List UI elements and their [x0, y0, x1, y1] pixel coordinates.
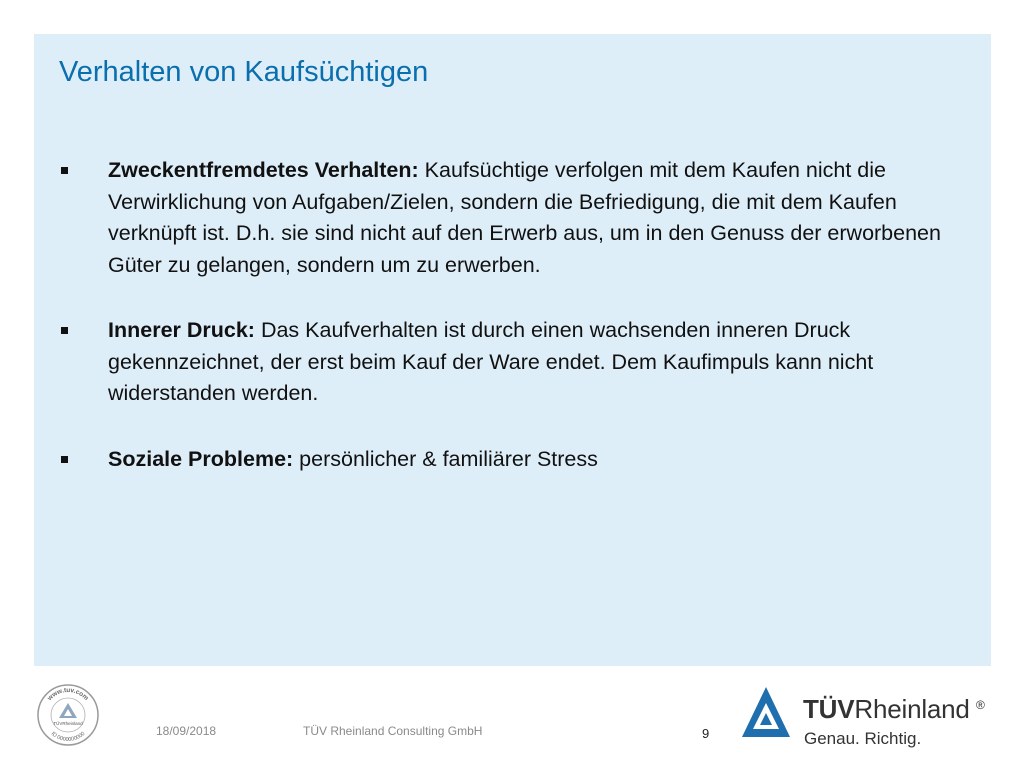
square-bullet-icon	[61, 167, 68, 174]
bullet-list	[55, 155, 975, 475]
page-number: 9	[702, 726, 710, 741]
seal-brand-text: TÜVRheinland	[53, 721, 83, 726]
bullet-text: Kaufsüchtige verfolgen mit dem Kaufen nicht die Verwirklichung von Aufgaben/Zielen, sondern die Befriedigung, die mit dem Kaufen verknüpft ist. D.h. sie sind nicht auf den Erwerb aus, um in den Genuss der erworbenen Güter zu gelangen, sondern um zu erwerben.	[108, 158, 941, 277]
footer-date: 18/09/2018	[156, 724, 217, 738]
certification-seal-icon	[36, 683, 100, 747]
bullet-term: Zweckentfremdetes Verhalten:	[108, 158, 419, 182]
seal-id-text: ID 0000000000	[49, 730, 87, 744]
bullet-item	[55, 315, 975, 410]
registered-mark: ®	[976, 698, 985, 712]
brand-name	[803, 694, 970, 725]
bullet-term: Soziale Probleme:	[108, 446, 294, 471]
tuv-triangle-logo-icon	[738, 683, 798, 743]
square-bullet-icon	[61, 456, 68, 463]
brand-claim: Genau. Richtig.	[804, 729, 922, 748]
bullet-text: persönlicher & familiärer Stress	[293, 446, 598, 471]
brand-name-regular: Rheinland	[854, 694, 970, 724]
footer-company: TÜV Rheinland Consulting GmbH	[303, 724, 483, 738]
square-bullet-icon	[61, 327, 68, 334]
bullet-item	[55, 155, 975, 281]
bullet-term: Innerer Druck:	[108, 318, 255, 342]
brand-name-bold: TÜV	[803, 694, 855, 724]
slide-title: Verhalten von Kaufsüchtigen	[59, 56, 429, 88]
bullet-text: Das Kaufverhalten ist durch einen wachsenden inneren Druck gekennzeichnet, der erst beim Kauf der Ware endet. Dem Kaufimpuls kann nicht widerstanden werden.	[108, 318, 874, 405]
seal-url-text: www.tuv.com	[46, 686, 90, 703]
bullet-item	[55, 444, 975, 476]
